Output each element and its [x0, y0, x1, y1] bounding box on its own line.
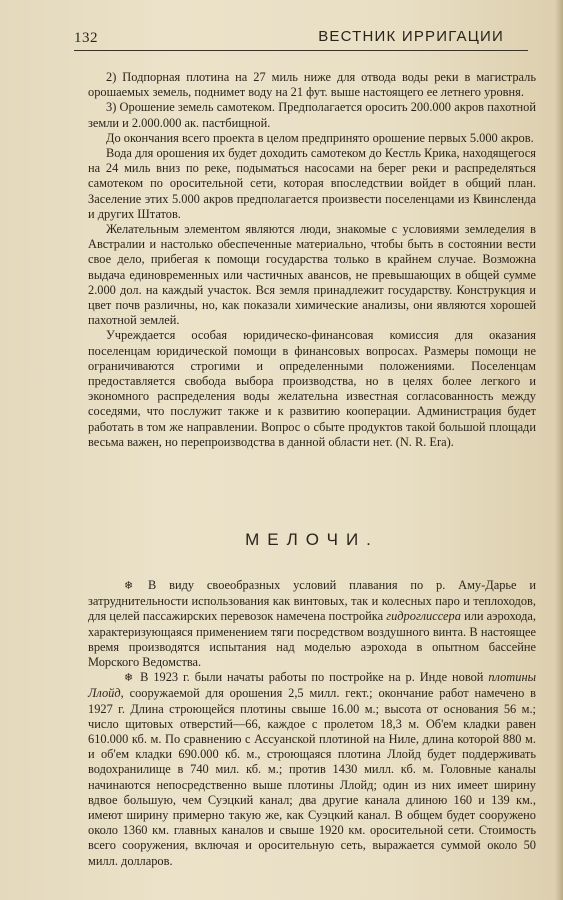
notes-section [88, 578, 536, 869]
paragraph-irrigation-plan: 3) Орошение земель самотеком. Предполагается оросить 200.000 акров пахотной земли и 2.000.000 ак. пастбищной. [88, 100, 536, 130]
note-lloyd-dam [88, 670, 536, 869]
note-aerohod-emphasis: гидроглиссера [386, 609, 461, 624]
running-title: ВЕСТНИК ИРРИГАЦИИ [318, 28, 504, 45]
page-header [74, 26, 528, 51]
note-aerohod-text-b: или аэрохода, характеризующаяся применением тяги посредством воздушного винта. В настоящее время производятся испытания над моделью аэрохода в опытном бассейне Морского Ведомства. [88, 609, 536, 670]
article-continuation [88, 70, 536, 450]
page-edge-shadow [555, 0, 563, 900]
commission-text: Учреждается особая юридическо-финансовая комиссия для оказания поселенцам юридической помощи в финансовых вопросах. Размеры помощи не ограничиваются строгими и определенными положениями. Поселенцам предоставляется свобода выбора производства, но в целях более легкого и экономного распределения воды желательна известная согласованность между соседями, что послужит также и к развитию кооперации. Администрация будет работать в том же направлении. Вопрос о сбыте продуктов такой большой площади весьма важен, но перепроизводства в данной области нет. [88, 328, 536, 449]
note-lloyd-text-a: В 1923 г. были начаты работы по постройке на р. Инде новой [140, 670, 484, 685]
paragraph-commission [88, 328, 536, 450]
snowflake-icon: ❄ [124, 672, 134, 685]
paragraph-settlers: Желательным элементом являются люди, знакомые с условиями земледелия в Австралии и настолько обеспеченные материально, чтобы быть в состоянии вести свое дело, прибегая к помощи государства только в крайнем случае. Возможна выдача единовременных или частичных авансов, не превышающих в общей сумме 2.000 дол. на каждый участок. Вся земля принадлежит государству. Конструкция и цвет почв различны, но, как показали химические анализы, они являются хорошей пахотной землей. [88, 222, 536, 328]
paragraph-dam: 2) Подпорная плотина на 27 миль ниже для отвода воды реки в магистраль орошаемых земель, поднимет воду на 21 фут. выше настоящего ее летнего уровня. [88, 70, 536, 100]
snowflake-icon: ❄ [124, 580, 134, 592]
section-title: МЕЛОЧИ. [245, 530, 379, 549]
source-citation: (N. R. Era). [395, 434, 454, 449]
note-aerohod [88, 578, 536, 670]
note-lloyd-text-b: сооружаемой для орошения 2,5 милл. гект.; окончание работ намечено в 1927 г. Длина строющейся плотины свыше 16.00 м.; высота от основания 56 м.; число щитовых отверстий—66, каждое с пролетом 18,3 м. Об'ем кладки равен 610.000 кб. м. По сравнению с Ассуанской плотиной на Ниле, длина которой 880 м. и об'ем кладки 690.000 кб. м., строющаяся плотина Ллойд будет поддерживать водохранилище в 740 мил. кб. м.; против 1430 милл. кб. м. Головные каналы начинаются непосредственно выше плотины Ллойд; один из них имеет ширину вдвое большую, чем Суэцкий канал; два другие канала длиною 160 и 139 км., имеют ширину примерно такую же, как Суэцкий канал. В общем будет сооружено около 1360 км. главных каналов и свыше 1920 км. оросительной сети. Стоимость всего сооружения, включая и оросительную сеть, выражается суммой около 50 милл. долларов. [88, 686, 536, 868]
page-number: 132 [74, 30, 98, 46]
note-lloyd-emphasis: плотины Ллойд, [88, 670, 536, 701]
note-aerohod-text-a: В виду своеобразных условий плавания по р. Аму-Дарье и затруднительности использования как винтовых, так и колесных паро и теплоходов, для целей пассажирских перевозок намечена постройка [88, 578, 536, 624]
paragraph-first-acres: До окончания всего проекта в целом предпринято орошение первых 5.000 акров. [106, 130, 534, 145]
paragraph-water-supply: Вода для орошения их будет доходить самотеком до Кестль Крика, находящегося на 24 миль вниз по реке, подыматься насосами на берег реки и распределяться самотеком по оросительной сети, которая впоследствии войдет в общий план. Заселение этих 5.000 акров предполагается произвести поселенцами из Квинсленда и других Штатов. [88, 146, 536, 221]
